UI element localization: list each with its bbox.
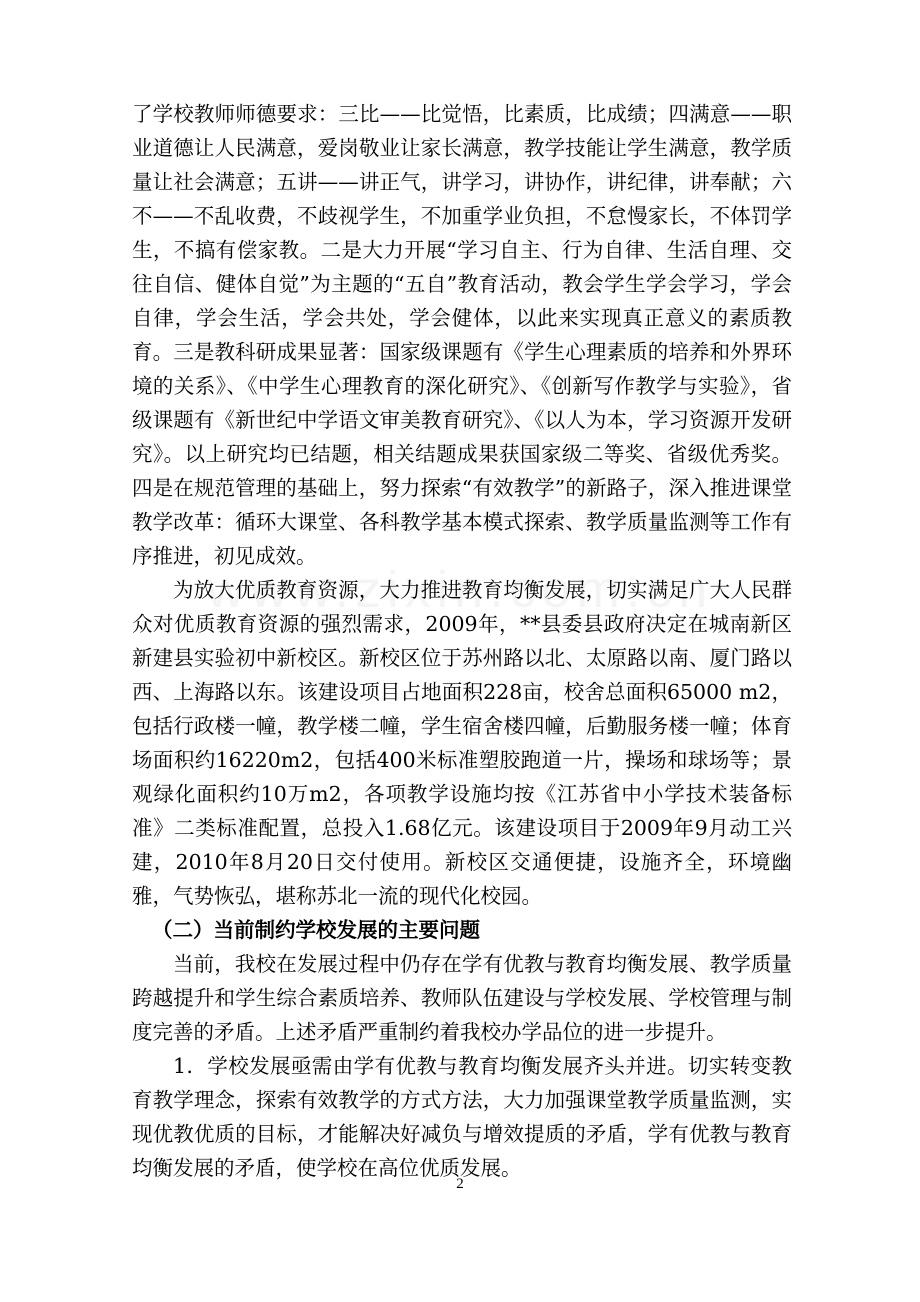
paragraph-continuation: 了学校教师师德要求：三比——比觉悟，比素质，比成绩；四满意——职业道德让人民满意，爱岗敬业让家长满意，教学技能让学生满意，教学质量让社会满意；五讲——讲正气，讲学习，讲协作，讲纪律，讲奉献；六不——不乱收费，不歧视学生，不加重学业负担，不怠慢家长，不体罚学生，不搞有偿家教。二是大力开展“学习自主、行为自律、生活自理、交往自信、健体自觉”为主题的“五自”教育活动，教会学生学会学习，学会自律，学会生活，学会共处，学会健体，以此来实现真正意义的素质教育。三是教科研成果显著：国家级课题有《学生心理素质的培养和外界环境的关系》、《中学生心理教育的深化研究》、《创新写作教学与实验》，省级课题有《新世纪中学语文审美教育研究》、《以人为本，学习资源开发研究》。以上研究均已结题，相关结题成果获国家级二等奖、省级优秀奖。四是在规范管理的基础上，努力探索“有效教学”的新路子，深入推进课堂教学改革：循环大课堂、各科教学基本模式探索、教学质量监测等工作有序推进，初见成效。 <box>132 102 792 568</box>
paragraph-new-campus: 为放大优质教育资源，大力推进教育均衡发展，切实满足广大人民群众对优质教育资源的强烈需求，2009年，**县委县政府决定在城南新区新建县实验初中新校区。新校区位于苏州路以北、太原路以南、厦门路以西、上海路以东。该建设项目占地面积228亩，校舍总面积65000 m2，包括行政楼一幢，教学楼二幢，学生宿舍楼四幢，后勤服务楼一幢；体育场面积约16220m2，包括400米标准塑胶跑道一片，操场和球场等；景观绿化面积约10万m2，各项教学设施均按《江苏省中小学技术装备标准》二类标准配置，总投入1.68亿元。该建设项目于2009年9月动工兴建，2010年8月20日交付使用。新校区交通便捷，设施齐全，环境幽雅，气势恢弘，堪称苏北一流的现代化校园。 <box>132 578 792 908</box>
paragraph-issue-1: 1．学校发展亟需由学有优教与教育均衡发展齐头并进。切实转变教育教学理念，探索有效教学的方式方法，大力加强课堂教学质量监测，实现优教优质的目标，才能解决好减负与增效提质的矛盾，学有优教与教育均衡发展的矛盾，使学校在高位优质发展。 <box>132 1054 792 1180</box>
page-number: 2 <box>456 1176 464 1192</box>
paragraph-current-issues: 当前，我校在发展过程中仍存在学有优教与教育均衡发展、教学质量跨越提升和学生综合素质培养、教师队伍建设与学校发展、学校管理与制度完善的矛盾。上述矛盾严重制约着我校办学品位的进一步提升。 <box>132 952 792 1044</box>
document-body <box>132 97 792 1185</box>
section-heading: （二）当前制约学校发展的主要问题 <box>152 918 480 942</box>
